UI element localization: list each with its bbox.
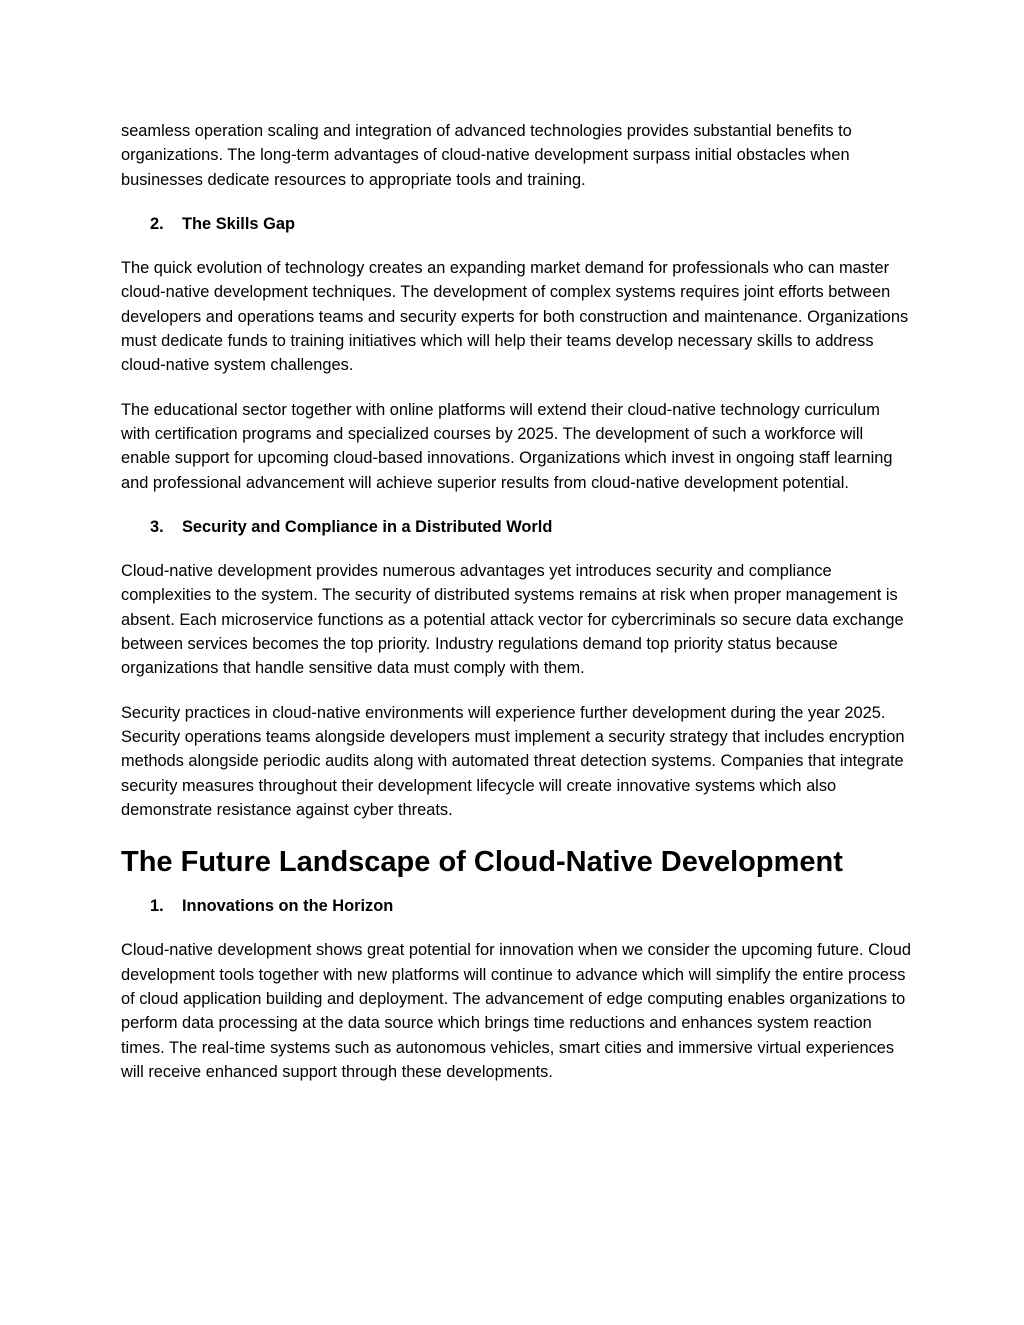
section-heading-text: Innovations on the Horizon (182, 897, 394, 916)
section-number: 1. (150, 897, 164, 916)
paragraph-skills-demand: The quick evolution of technology creates an expanding market demand for professionals who can master cloud-native development techniques. The development of complex systems requires joint efforts between developers and operations teams and security experts for both construction and maintenance. Organizations must dedicate funds to training initiatives which will help their teams develop necessary skills to address cloud-native system challenges. (121, 259, 909, 375)
paragraph-security-practices: Security practices in cloud-native environments will experience further development during the year 2025. Security operations teams alongside developers must implement a security strategy that includes encryption methods alongside periodic audits along with automated threat detection systems. Companies that integrate security measures throughout their development lifecycle will create innovative systems which also demonstrate resistance against cyber threats. (121, 703, 905, 819)
paragraph-education: The educational sector together with online platforms will extend their cloud-native technology curriculum with certification programs and specialized courses by 2025. The development of such a workforce will enable support for upcoming cloud-based innovations. Organizations which invest in ongoing staff learning and professional advancement will achieve superior results from cloud-native development potential. (121, 400, 893, 492)
section-number: 3. (150, 517, 164, 536)
section-heading-text: Security and Compliance in a Distributed World (182, 517, 553, 536)
section-number: 2. (150, 214, 164, 233)
document-page (121, 119, 911, 1104)
section-heading-skills-gap (121, 212, 911, 236)
section-heading-security (121, 515, 911, 539)
paragraph-scaling-benefits: seamless operation scaling and integration of advanced technologies provides substantial benefits to organizations. The long-term advantages of cloud-native development surpass initial obstacles when businesses dedicate resources to appropriate tools and training. (121, 122, 852, 189)
section-heading-text: The Skills Gap (182, 214, 295, 233)
paragraph-innovations: Cloud-native development shows great potential for innovation when we consider the upcoming future. Cloud development tools together with new platforms will continue to advance which will simplify the entire process of cloud application building and deployment. The advancement of edge computing enables organizations to perform data processing at the data source which brings time reductions and enhances system reaction times. The real-time systems such as autonomous vehicles, smart cities and immersive virtual experiences will receive enhanced support through these developments. (121, 941, 911, 1081)
section-heading-innovations (121, 894, 911, 918)
paragraph-security-complexities: Cloud-native development provides numerous advantages yet introduces security and compliance complexities to the system. The security of distributed systems remains at risk when proper management is absent. Each microservice functions as a potential attack vector for cybercriminals so secure data exchange between services becomes the top priority. Industry regulations demand top priority status because organizations that handle sensitive data must comply with them. (121, 562, 904, 678)
heading-future-landscape: The Future Landscape of Cloud-Native Development (121, 846, 843, 879)
